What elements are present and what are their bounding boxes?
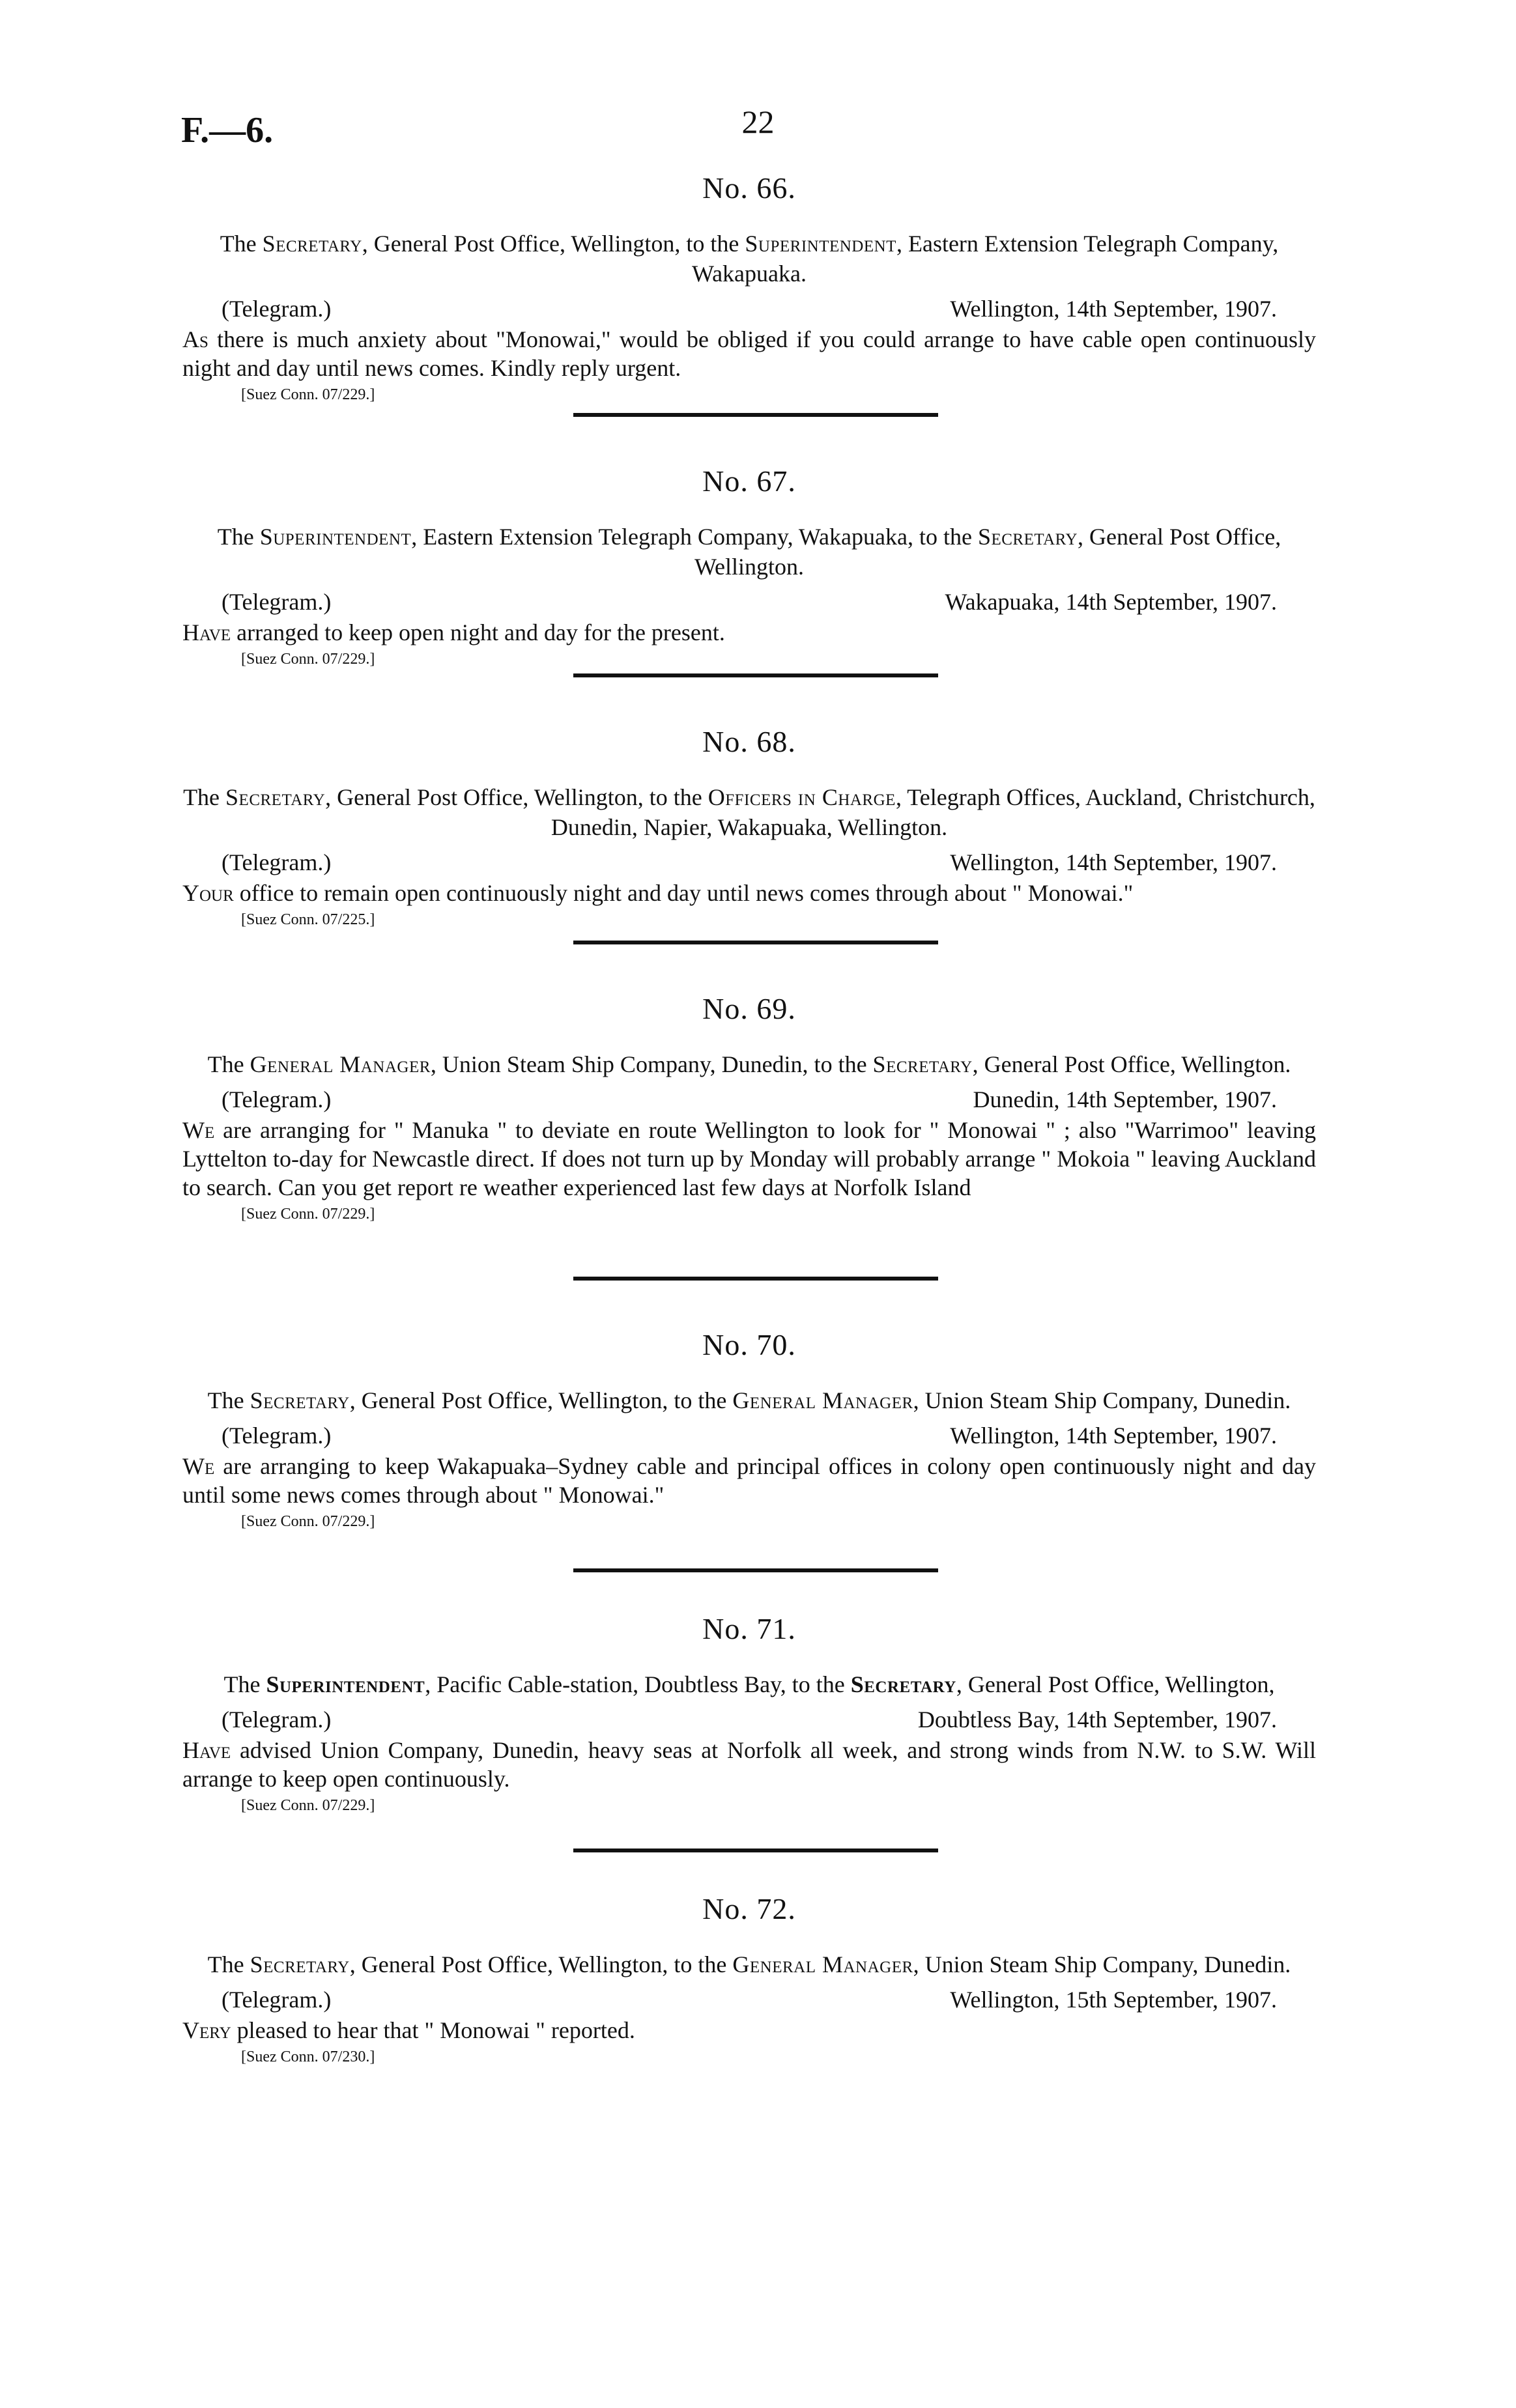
from-role: Superintendent bbox=[259, 524, 412, 550]
message-body: We are arranging to keep Wakapuaka–Sydney cable and principal offices in colony open continuously night and day until some news comes through about " Monowai." bbox=[182, 1453, 1316, 1508]
entry-69 bbox=[182, 991, 1316, 1224]
to-role: Officers in Charge bbox=[708, 784, 896, 810]
entry-heading: The Secretary, General Post Office, Wellington, to the General Manager, Union Steam Ship Company, Dunedin. bbox=[207, 1387, 1291, 1413]
file-reference: [Suez Conn. 07/229.] bbox=[241, 1513, 375, 1530]
entry-71 bbox=[182, 1611, 1316, 1815]
entry-heading: The Superintendent, Pacific Cable-station, Doubtless Bay, to the Secretary, General Post Office, Wellington, bbox=[223, 1671, 1275, 1697]
to-role: Superintendent bbox=[745, 231, 896, 257]
section-rule bbox=[573, 1568, 938, 1572]
entry-number: No. 68. bbox=[702, 725, 796, 758]
to-role: Secretary bbox=[977, 524, 1078, 550]
entry-heading: The Secretary, General Post Office, Wellington, to the Superintendent, Eastern Extension Telegraph Company, Wakapuaka. bbox=[220, 231, 1279, 287]
place-date: Wellington, 14th September, 1907. bbox=[950, 296, 1277, 322]
file-reference: [Suez Conn. 07/229.] bbox=[241, 1797, 375, 1814]
file-reference: [Suez Conn. 07/229.] bbox=[241, 651, 375, 668]
entry-meta bbox=[182, 1986, 1316, 2016]
message-type: (Telegram.) bbox=[222, 589, 332, 615]
entry-number: No. 72. bbox=[702, 1892, 796, 1925]
entry-heading: The Secretary, General Post Office, Wellington, to the Officers in Charge, Telegraph Offices, Auckland, Christchurch, Dunedin, Napier, Wakapuaka, Wellington. bbox=[183, 784, 1315, 840]
message-body: As there is much anxiety about "Monowai," would be obliged if you could arrange to have cable open continuously night and day until news comes. Kindly reply urgent. bbox=[182, 326, 1316, 381]
entry-meta bbox=[182, 295, 1316, 325]
message-body: Your office to remain open continuously night and day until news comes through about " Monowai." bbox=[182, 880, 1134, 906]
section-rule bbox=[573, 1848, 938, 1852]
section-rule bbox=[573, 941, 938, 944]
section-rule bbox=[573, 1277, 938, 1281]
message-type: (Telegram.) bbox=[222, 1086, 332, 1112]
entry-68 bbox=[182, 724, 1316, 929]
entry-meta bbox=[182, 1422, 1316, 1452]
message-type: (Telegram.) bbox=[222, 1707, 332, 1733]
entry-heading: The Secretary, General Post Office, Wellington, to the General Manager, Union Steam Ship Company, Dunedin. bbox=[207, 1951, 1291, 1977]
message-type: (Telegram.) bbox=[222, 296, 332, 322]
entry-heading: The General Manager, Union Steam Ship Company, Dunedin, to the Secretary, General Post Office, Wellington. bbox=[207, 1051, 1291, 1077]
message-body: We are arranging for " Manuka " to deviate en route Wellington to look for " Monowai " ; also "Warrimoo" leaving Lyttelton to-day for Newcastle direct. If does not turn up by Monday will probably arrange " Mokoia " leaving Auckland to search. Can you get report re weather experienced last few days at Norfolk Island bbox=[182, 1117, 1316, 1200]
place-date: Doubtless Bay, 14th September, 1907. bbox=[917, 1707, 1277, 1733]
entry-number: No. 67. bbox=[702, 464, 796, 498]
message-type: (Telegram.) bbox=[222, 1423, 332, 1449]
message-body: Have arranged to keep open night and day for the present. bbox=[182, 619, 725, 645]
message-body: Very pleased to hear that " Monowai " reported. bbox=[182, 2017, 635, 2043]
entry-number: No. 69. bbox=[702, 992, 796, 1025]
entry-meta bbox=[182, 1086, 1316, 1116]
file-reference: [Suez Conn. 07/230.] bbox=[241, 2048, 375, 2065]
from-role: Secretary bbox=[225, 784, 326, 810]
to-role: Secretary bbox=[872, 1051, 973, 1077]
place-date: Wellington, 14th September, 1907. bbox=[950, 1423, 1277, 1449]
message-body: Have advised Union Company, Dunedin, heavy seas at Norfolk all week, and strong winds from N.W. to S.W. Will arrange to keep open continuously. bbox=[182, 1737, 1316, 1792]
message-type: (Telegram.) bbox=[222, 849, 332, 875]
page-number: 22 bbox=[741, 104, 775, 140]
entry-67 bbox=[182, 464, 1316, 669]
from-role: Secretary bbox=[250, 1387, 350, 1413]
message-type: (Telegram.) bbox=[222, 1987, 332, 2013]
file-reference: [Suez Conn. 07/229.] bbox=[241, 386, 375, 403]
from-role: Secretary bbox=[250, 1951, 350, 1977]
entry-number: No. 70. bbox=[702, 1328, 796, 1361]
entry-number: No. 66. bbox=[702, 171, 796, 205]
from-role: Superintendent bbox=[266, 1671, 425, 1697]
to-role: General Manager bbox=[732, 1951, 913, 1977]
entry-72 bbox=[182, 1891, 1316, 2067]
place-date: Dunedin, 14th September, 1907. bbox=[973, 1086, 1277, 1112]
entry-meta bbox=[182, 588, 1316, 618]
entry-meta bbox=[182, 849, 1316, 879]
place-date: Wakapuaka, 14th September, 1907. bbox=[945, 589, 1277, 615]
from-role: Secretary bbox=[262, 231, 362, 257]
section-rule bbox=[573, 413, 938, 417]
entry-70 bbox=[182, 1327, 1316, 1531]
entry-heading: The Superintendent, Eastern Extension Telegraph Company, Wakapuaka, to the Secretary, General Post Office, Wellington. bbox=[217, 524, 1281, 580]
place-date: Wellington, 15th September, 1907. bbox=[950, 1987, 1277, 2013]
entry-meta bbox=[182, 1706, 1316, 1736]
entry-number: No. 71. bbox=[702, 1612, 796, 1645]
paper-reference: F.—6. bbox=[181, 110, 274, 150]
from-role: General Manager bbox=[250, 1051, 431, 1077]
place-date: Wellington, 14th September, 1907. bbox=[950, 849, 1277, 875]
page-header bbox=[0, 0, 1516, 169]
section-rule bbox=[573, 673, 938, 677]
file-reference: [Suez Conn. 07/225.] bbox=[241, 911, 375, 928]
entry-66 bbox=[182, 171, 1316, 404]
file-reference: [Suez Conn. 07/229.] bbox=[241, 1206, 375, 1223]
to-role: General Manager bbox=[732, 1387, 913, 1413]
to-role: Secretary bbox=[850, 1671, 956, 1697]
